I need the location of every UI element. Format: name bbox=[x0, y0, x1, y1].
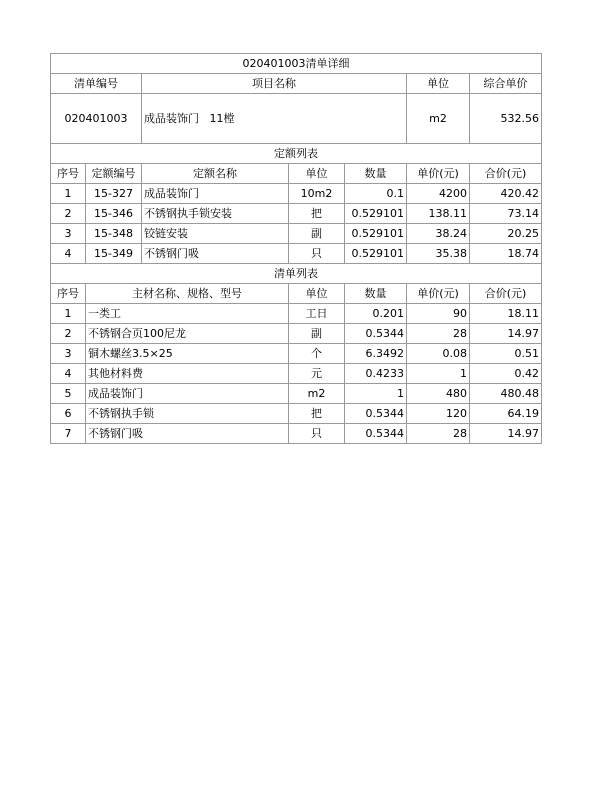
material-no-header: 序号 bbox=[51, 284, 86, 304]
quota-unit: 副 bbox=[289, 224, 345, 244]
quota-qty: 0.529101 bbox=[345, 204, 407, 224]
material-unit: 工日 bbox=[289, 304, 345, 324]
quota-row bbox=[51, 244, 542, 264]
material-qty: 0.5344 bbox=[345, 404, 407, 424]
material-row bbox=[51, 304, 542, 324]
quota-price: 138.11 bbox=[407, 204, 470, 224]
material-price-header: 单价(元) bbox=[407, 284, 470, 304]
material-price: 1 bbox=[407, 364, 470, 384]
bill-code: 020401003 bbox=[51, 94, 142, 144]
material-qty-header: 数量 bbox=[345, 284, 407, 304]
bill-code-header: 清单编号 bbox=[51, 74, 142, 94]
material-total: 18.11 bbox=[470, 304, 542, 324]
title-row bbox=[51, 54, 542, 74]
material-unit: 个 bbox=[289, 344, 345, 364]
material-total: 0.51 bbox=[470, 344, 542, 364]
material-qty: 0.5344 bbox=[345, 324, 407, 344]
material-unit: 副 bbox=[289, 324, 345, 344]
quota-name: 不锈钢门吸 bbox=[142, 244, 289, 264]
quota-total: 18.74 bbox=[470, 244, 542, 264]
quota-price-header: 单价(元) bbox=[407, 164, 470, 184]
quota-price: 4200 bbox=[407, 184, 470, 204]
bill-header-row bbox=[51, 74, 542, 94]
material-qty: 1 bbox=[345, 384, 407, 404]
quota-section-row bbox=[51, 144, 542, 164]
material-section-title: 清单列表 bbox=[51, 264, 542, 284]
quota-qty: 0.529101 bbox=[345, 244, 407, 264]
bill-unit: m2 bbox=[407, 94, 470, 144]
quota-total: 20.25 bbox=[470, 224, 542, 244]
quota-no-header: 序号 bbox=[51, 164, 86, 184]
quota-no: 4 bbox=[51, 244, 86, 264]
bill-name: 成品装饰门 11樘 bbox=[142, 94, 407, 144]
material-qty: 6.3492 bbox=[345, 344, 407, 364]
material-qty: 0.5344 bbox=[345, 424, 407, 444]
material-price: 480 bbox=[407, 384, 470, 404]
material-total-header: 合价(元) bbox=[470, 284, 542, 304]
material-name: 一类工 bbox=[86, 304, 289, 324]
material-row bbox=[51, 424, 542, 444]
material-no: 1 bbox=[51, 304, 86, 324]
material-name: 不锈钢合页100尼龙 bbox=[86, 324, 289, 344]
quota-row bbox=[51, 224, 542, 244]
quota-unit: 只 bbox=[289, 244, 345, 264]
material-total: 14.97 bbox=[470, 424, 542, 444]
quota-qty-header: 数量 bbox=[345, 164, 407, 184]
quota-unit-header: 单位 bbox=[289, 164, 345, 184]
material-total: 0.42 bbox=[470, 364, 542, 384]
quota-name-header: 定额名称 bbox=[142, 164, 289, 184]
quota-section-title: 定额列表 bbox=[51, 144, 542, 164]
material-unit-header: 单位 bbox=[289, 284, 345, 304]
material-row bbox=[51, 364, 542, 384]
bill-price-header: 综合单价 bbox=[470, 74, 542, 94]
quota-no: 1 bbox=[51, 184, 86, 204]
quota-header-row bbox=[51, 164, 542, 184]
quota-no: 3 bbox=[51, 224, 86, 244]
quota-no: 2 bbox=[51, 204, 86, 224]
material-section-row bbox=[51, 264, 542, 284]
quota-unit: 10m2 bbox=[289, 184, 345, 204]
quota-total-header: 合价(元) bbox=[470, 164, 542, 184]
quota-price: 35.38 bbox=[407, 244, 470, 264]
quota-total: 73.14 bbox=[470, 204, 542, 224]
material-row bbox=[51, 404, 542, 424]
bill-name-header: 项目名称 bbox=[142, 74, 407, 94]
material-unit: 把 bbox=[289, 404, 345, 424]
material-price: 28 bbox=[407, 324, 470, 344]
material-qty: 0.4233 bbox=[345, 364, 407, 384]
material-row bbox=[51, 324, 542, 344]
material-total: 480.48 bbox=[470, 384, 542, 404]
material-total: 64.19 bbox=[470, 404, 542, 424]
material-row bbox=[51, 344, 542, 364]
quota-code: 15-327 bbox=[86, 184, 142, 204]
quota-unit: 把 bbox=[289, 204, 345, 224]
material-price: 120 bbox=[407, 404, 470, 424]
material-price: 28 bbox=[407, 424, 470, 444]
material-price: 90 bbox=[407, 304, 470, 324]
document-title: 020401003清单详细 bbox=[51, 54, 542, 74]
quota-code: 15-346 bbox=[86, 204, 142, 224]
material-unit: 只 bbox=[289, 424, 345, 444]
quota-qty: 0.1 bbox=[345, 184, 407, 204]
material-name: 不锈钢门吸 bbox=[86, 424, 289, 444]
material-unit: 元 bbox=[289, 364, 345, 384]
material-name: 成品装饰门 bbox=[86, 384, 289, 404]
bill-row bbox=[51, 94, 542, 144]
quota-code: 15-348 bbox=[86, 224, 142, 244]
material-name: 其他材料费 bbox=[86, 364, 289, 384]
quota-qty: 0.529101 bbox=[345, 224, 407, 244]
material-name: 铜木螺丝3.5×25 bbox=[86, 344, 289, 364]
quota-name: 成品装饰门 bbox=[142, 184, 289, 204]
quota-total: 420.42 bbox=[470, 184, 542, 204]
bill-unit-header: 单位 bbox=[407, 74, 470, 94]
material-no: 3 bbox=[51, 344, 86, 364]
material-no: 2 bbox=[51, 324, 86, 344]
quota-name: 铰链安装 bbox=[142, 224, 289, 244]
material-qty: 0.201 bbox=[345, 304, 407, 324]
quota-row bbox=[51, 184, 542, 204]
quota-code-header: 定额编号 bbox=[86, 164, 142, 184]
material-name: 不锈钢执手锁 bbox=[86, 404, 289, 424]
material-unit: m2 bbox=[289, 384, 345, 404]
quota-code: 15-349 bbox=[86, 244, 142, 264]
material-no: 6 bbox=[51, 404, 86, 424]
material-price: 0.08 bbox=[407, 344, 470, 364]
material-no: 7 bbox=[51, 424, 86, 444]
material-total: 14.97 bbox=[470, 324, 542, 344]
material-no: 5 bbox=[51, 384, 86, 404]
material-no: 4 bbox=[51, 364, 86, 384]
quota-name: 不锈钢执手锁安装 bbox=[142, 204, 289, 224]
material-name-header: 主材名称、规格、型号 bbox=[86, 284, 289, 304]
quota-row bbox=[51, 204, 542, 224]
quota-price: 38.24 bbox=[407, 224, 470, 244]
bill-price: 532.56 bbox=[470, 94, 542, 144]
material-header-row bbox=[51, 284, 542, 304]
material-row bbox=[51, 384, 542, 404]
bill-detail-table bbox=[50, 53, 542, 444]
